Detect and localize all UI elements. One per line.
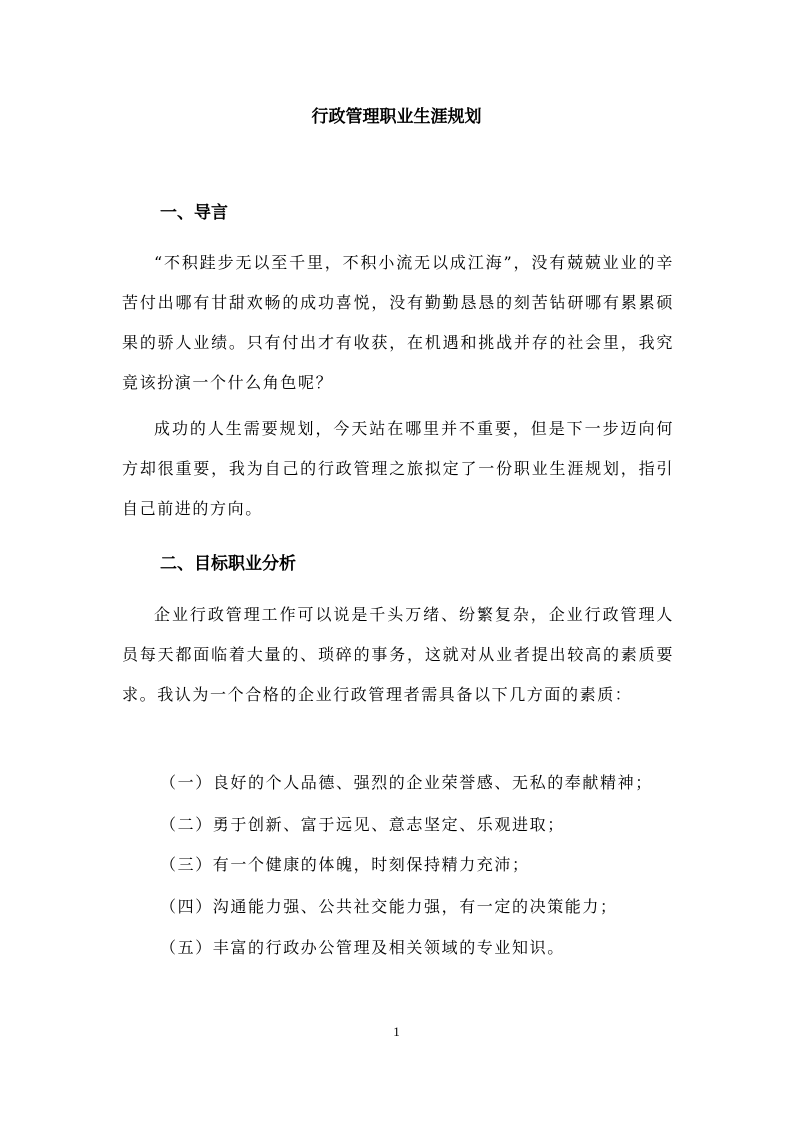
list-item: （三）有一个健康的体魄，时刻保持精力充沛； [160,855,530,874]
section-heading-introduction: 一、导言 [160,203,228,223]
paragraph: 企业行政管理工作可以说是千头万绪、纷繁复杂，企业行政管理人员每天都面临着大量的、琐碎的事务，这就对从业者提出较高的素质要求。我认为一个合格的企业行政管理者需具备以下几方面的素质： [122,605,674,704]
list-item: （四）沟通能力强、公共社交能力强，有一定的决策能力； [160,897,618,916]
section-heading-target-career-analysis: 二、目标职业分析 [160,554,296,574]
page-number: 1 [393,1024,400,1039]
paragraph: 成功的人生需要规划，今天站在哪里并不重要，但是下一步迈向何方却很重要，我为自己的行政管理之旅拟定了一份职业生涯规划，指引自己前进的方向。 [122,419,674,518]
paragraph: “不积跬步无以至千里，不积小流无以成江海”，没有兢兢业业的辛苦付出哪有甘甜欢畅的成功喜悦，没有勤勤恳恳的刻苦钻研哪有累累硕果的骄人业绩。只有付出才有收获，在机遇和挑战并存的社会里，我究竟该扮演一个什么角色呢？ [122,253,674,392]
document-title: 行政管理职业生涯规划 [311,107,482,127]
list-item: （五）丰富的行政办公管理及相关领域的专业知识。 [160,938,565,957]
list-item: （二）勇于创新、富于远见、意志坚定、乐观进取； [160,815,565,834]
list-item: （一）良好的个人品德、强烈的企业荣誉感、无私的奉献精神； [160,773,653,792]
